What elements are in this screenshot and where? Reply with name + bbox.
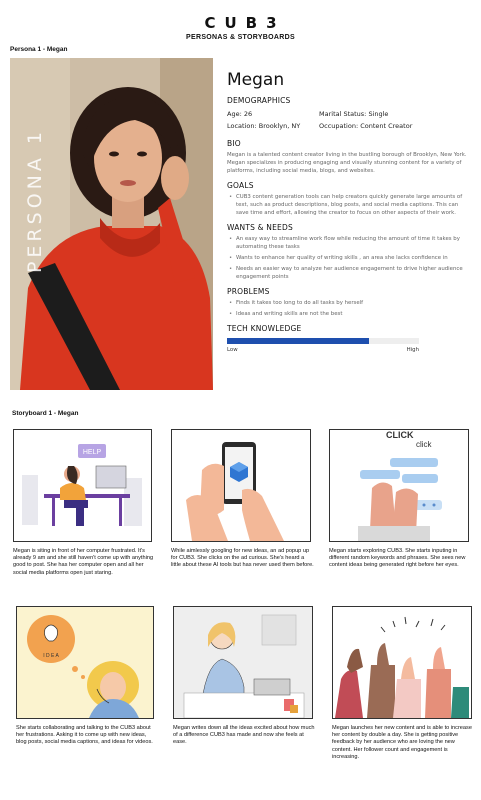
goal-item: • CUB3 content generation tools can help creators quickly generate large amounts of text, such as product descriptions, blog posts, and social media captions. This can save time and effort, allowing the creator to focus on other aspects of their work.	[227, 193, 472, 217]
storyboard-panel-2	[171, 429, 311, 542]
demographic-occupation: Occupation: Content Creator	[319, 122, 413, 130]
bio-text: Megan is a talented content creator living in the bustling borough of Brooklyn, New York. Megan specializes in producing engaging and visually stunning content for a variety of platforms, including social media, blogs, and websites.	[227, 152, 467, 174]
problems-list	[227, 299, 472, 318]
click-text-1: CLICK	[386, 430, 414, 440]
idea-bubble-text: I D E A	[43, 653, 59, 659]
problem-item: • Finds it takes too long to do all tasks by herself	[227, 299, 472, 307]
persona-photo-caption: PERSONA 1	[24, 128, 46, 274]
persona-photo	[10, 58, 213, 390]
tech-knowledge-fill	[227, 338, 369, 344]
panel-3-illustration	[330, 430, 468, 541]
tech-heading: TECH KNOWLEDGE	[227, 324, 302, 333]
wants-list	[227, 235, 472, 281]
tech-knowledge-bar	[227, 338, 419, 344]
storyboard-caption-1: Megan is siting in front of her computer frustrated. It's already 9 am and she still haven't come up with anything good to post. She has her computer open and all her social media platforms open just staring.	[13, 548, 154, 576]
demographic-age: Age: 26	[227, 110, 253, 118]
tech-high-label: High	[406, 347, 419, 353]
storyboard-panel-6	[332, 606, 472, 719]
demographic-marital: Marital Status: Single	[319, 110, 389, 118]
persona-section-label: Persona 1 - Megan	[10, 46, 68, 53]
want-item: • Wants to enhance her quality of writing skills , an area she lacks confidence in	[227, 254, 472, 262]
panel-5-illustration	[174, 607, 312, 718]
demographics-grid	[227, 110, 472, 130]
tech-low-label: Low	[227, 347, 238, 353]
storyboard-section-label: Storyboard 1 - Megan	[12, 410, 79, 417]
demographic-location: Location: Brooklyn, NY	[227, 122, 301, 130]
demographics-heading: DEMOGRAPHICS	[227, 96, 291, 105]
problem-item: • Ideas and writing skills are not the best	[227, 310, 472, 318]
want-item: • Needs an easier way to analyze her audience engagement to drive higher audience engagement points	[227, 265, 472, 281]
click-text-2: click	[416, 440, 432, 449]
storyboard-caption-3: Megan starts exploring CUB3. She starts inputing in different random keywords and phrases. She sees new content ideas being generated right before her eyes.	[329, 548, 466, 569]
storyboard-caption-6: Megan launches her new content and is able to increase her content by double a day. She is getting positive feedback by her audience who are loving the new content. Her follower count and engagement is increasing.	[332, 725, 472, 760]
brand-title: CUB3	[204, 14, 286, 32]
panel-6-illustration	[333, 607, 471, 718]
storyboard-caption-4: She starts collaborating and talking to the CUB3 about her frustrations. Asking it to come up with new ideas, blog posts, social media captions, and ideas for videos.	[16, 725, 153, 746]
storyboard-caption-5: Megan writes down all the ideas excited about how much of a difference CUB3 has made and now she feels at ease.	[173, 725, 315, 746]
panel-2-illustration	[172, 430, 310, 541]
goals-heading: GOALS	[227, 181, 254, 190]
bio-heading: BIO	[227, 139, 241, 148]
panel-4-illustration	[17, 607, 153, 718]
storyboard-panel-1	[13, 429, 152, 542]
storyboard-panel-5	[173, 606, 313, 719]
problems-heading: PROBLEMS	[227, 287, 270, 296]
want-item: • An easy way to streamline work flow while reducing the amount of time it takes by automating these tasks	[227, 235, 472, 251]
storyboard-panel-4	[16, 606, 154, 719]
page-subtitle: PERSONAS & STORYBOARDS	[186, 34, 295, 41]
goals-list	[227, 193, 472, 217]
persona-name: Megan	[227, 70, 285, 90]
panel-1-illustration	[14, 430, 151, 541]
wants-heading: WANTS & NEEDS	[227, 223, 293, 232]
storyboard-panel-3	[329, 429, 469, 542]
storyboard-caption-2: While aimlessly googling for new ideas, an ad popup up for CUB3. She clicks on the ad curious. She's heard a little about these AI tools but has never used them before.	[171, 548, 314, 569]
tech-knowledge-labels	[227, 347, 419, 353]
persona-info	[227, 70, 472, 353]
help-bubble-text: HELP	[82, 449, 102, 456]
